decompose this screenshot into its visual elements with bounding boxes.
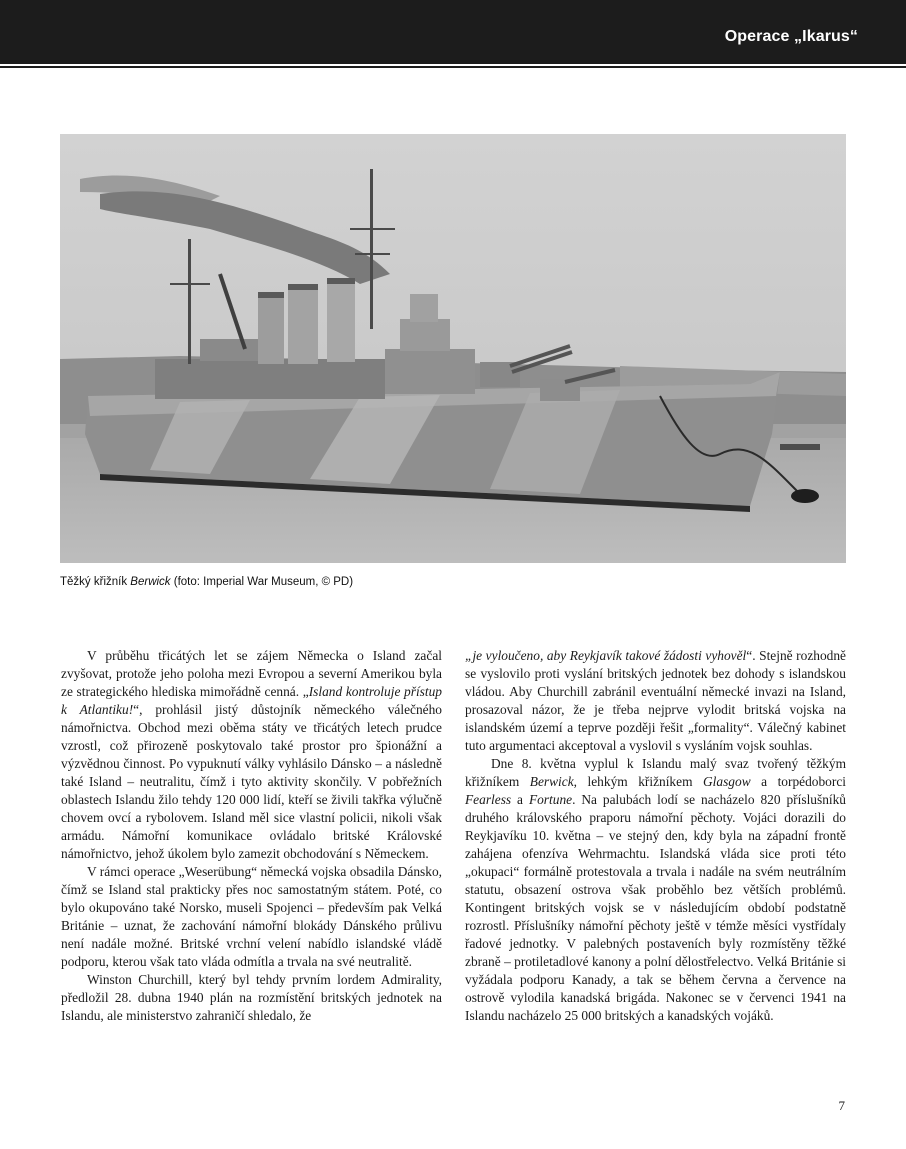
caption-name: Těžký křižník	[60, 576, 128, 588]
ship-name: Fearless	[465, 792, 512, 807]
quote-italic: „je vyloučeno, aby Reykjavík takové žádosti vyhověl	[465, 648, 747, 663]
text-run: , lehkým křižníkem	[573, 774, 703, 789]
paragraph: V rámci operace „Weserübung“ německá vojska obsadila Dánsko, čímž se Island stal prakticky přes noc samostatným státem. Poté, co bylo okupováno také Norsko, museli Spojenci – především pak Velká Británie – uznat, že zachování námořní blokády Dánského průlivu není nadále možné. Britské vrchní velení nabídlo islandské vládě podporu, kterou však tato vláda odmítla a trvala na své neutralitě.	[61, 864, 442, 969]
header-rule	[0, 66, 906, 68]
text-column-right	[465, 647, 846, 1025]
text-run: “, prohlásil jistý důstojník německého válečného námořnictva. Obchod mezi oběma státy ve třicátých letech prudce vzrostl, což přirozeně poskytovalo také prostor pro špionážní a výzvědnou činnost. Po vypuknutí války vyhlásilo Dánsko – a následně také Island – neutralitu, čímž i tyto aktivity skončily. V pobřežních oblastech Islandu žilo tehdy 120 000 lidí, kteří se živili takřka výlučně chovem ovcí a rybolovem. Island měl sice vlastní policii, nikoli však armádu. Námořní komunikace ovládalo britské Královské námořnictvo, jehož úkolem bylo zamezit obchodování s Německem.	[61, 702, 442, 861]
ship-name: Berwick	[529, 774, 574, 789]
cruiser-photo	[60, 134, 846, 563]
paragraph	[465, 647, 846, 755]
text-column-left	[61, 647, 442, 1025]
caption-ship: Berwick	[130, 576, 171, 588]
ship-name: Glasgow	[703, 774, 751, 789]
paragraph	[61, 647, 442, 863]
text-run: V průběhu třicátých let se zájem Německa o Island začal zvyšovat, protože jeho poloha mezi Evropou a severní Amerikou byla ze strategického hlediska mimořádně cenná. „	[61, 648, 442, 699]
quote-italic: Island kontroluje přístup k Atlantiku!	[61, 684, 442, 717]
text-run: a	[511, 792, 529, 807]
caption-credit: (foto: Imperial War Museum, © PD)	[173, 576, 354, 588]
cruiser-photo-illustration	[60, 134, 846, 563]
page-number: 7	[838, 1098, 845, 1113]
running-header-title: Operace „Ikarus“	[724, 28, 858, 45]
text-run: “. Stejně rozhodně se vyslovilo proti vyslání britských jednotek bez dohody s islandskou vládou. Aby Churchill zabránil eventuální německé invazi na Island, prosazoval názor, že je třeba nejprve vylodit britská vojska na islandském území a teprve později řešit „formality“. Válečný kabinet tuto argumentaci akceptoval a vyslovil s vysláním vojsk souhlas.	[465, 648, 846, 753]
text-run: Dne 8. května vyplul k Islandu malý svaz tvořený těžkým křižníkem	[465, 756, 846, 789]
text-run: . Na palubách lodí se nacházelo 820 příslušníků druhého královského praporu námořní pěchoty. Vojáci dorazili do Reykjavíku 10. května – ve stejný den, kdy byla na západní frontě zahájena ofenzíva Wehrmachtu. Islandská vláda sice proti této „okupaci“ formálně protestovala a trvala i nadále na svém neutrálním statutu, obsazení ostrova však proběhlo bez větších problémů. Kontingent britských vojsk se v následujícím období podstatně rozrostl. Příslušníky námořní pěchoty ještě v témže měsíci vystřídaly řadové jednotky. V palebných postaveních byly rozmístěny těžké zbraně – protiletadlové kanony a polní dělostřelectvo. Velká Británie si vyžádala podporu Kanady, a tak se během června a července na ostrově vylodila kanadská brigáda. Nakonec se v červenci 1941 na Islandu nacházelo 25 000 britských a kanadských vojáků.	[465, 792, 847, 1023]
text-run: a torpédoborci	[750, 774, 846, 789]
paragraph	[465, 755, 846, 1025]
paragraph: Winston Churchill, který byl tehdy prvním lordem Admirality, předložil 28. dubna 1940 plán na rozmístění britských jednotek na Islandu, ale ministerstvo zahraničí shledalo, že	[61, 972, 442, 1023]
photo-caption	[60, 576, 353, 588]
ship-name: Fortune	[528, 792, 573, 807]
